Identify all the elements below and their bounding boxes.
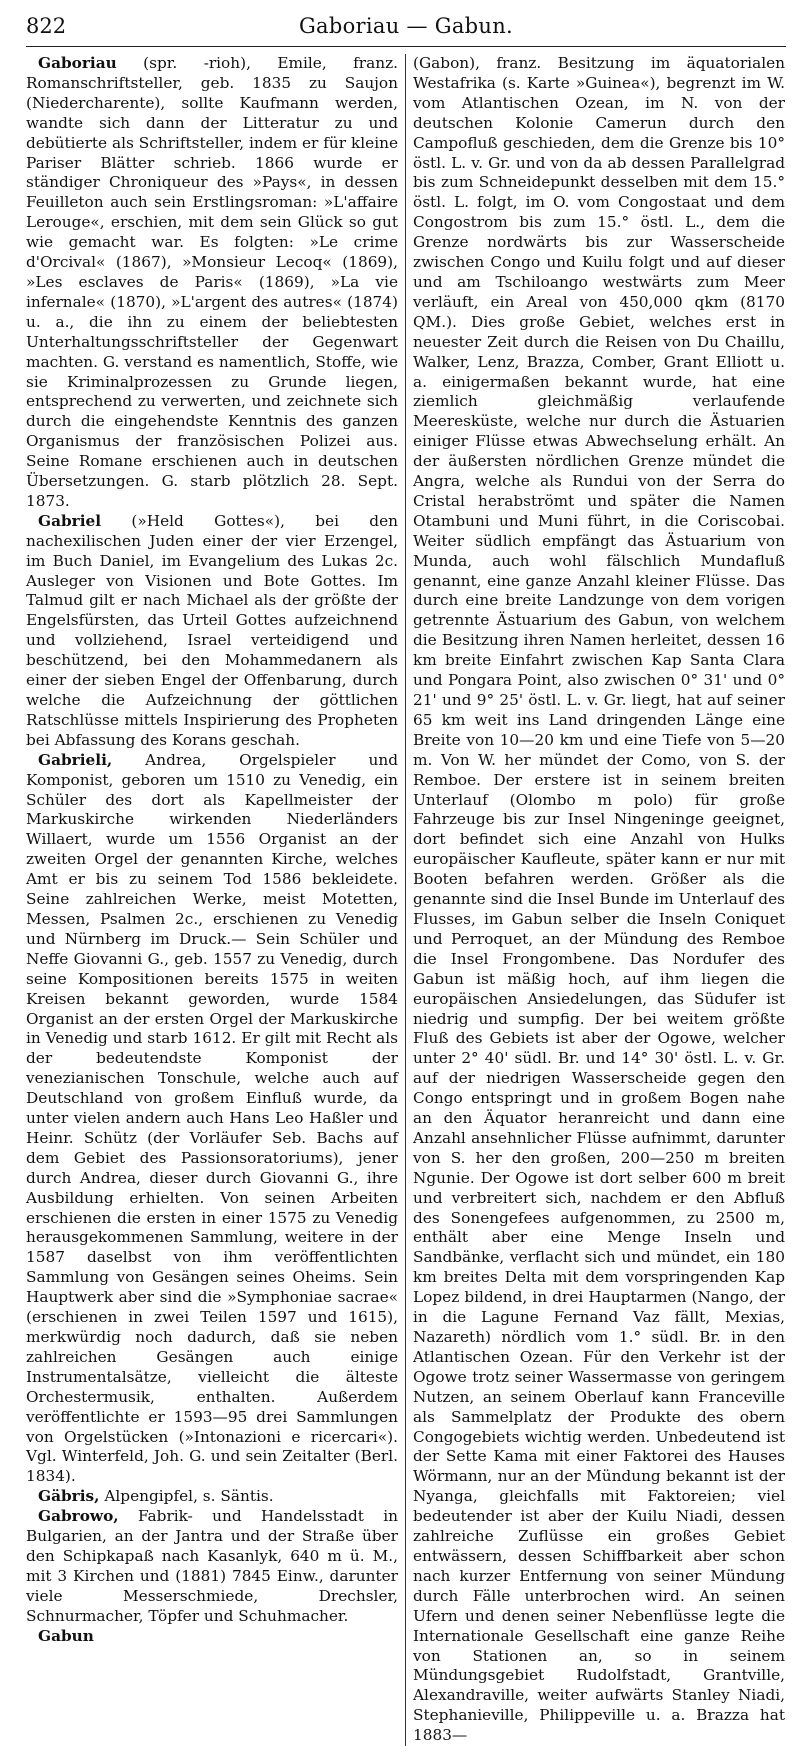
headword: Gäbris, bbox=[38, 1487, 100, 1506]
headword: Gaboriau bbox=[38, 54, 117, 72]
entry-gaebris bbox=[26, 1487, 398, 1507]
headword: Gabun bbox=[38, 1626, 94, 1645]
entry-text: Andrea, Orgelspieler und Komponist, geboren um 1510 zu Venedig, ein Schüler des dort als Kapellmeister der Markuskirche wirkenden Niederländers Willaert, wurde um 1556 Organist an der zweiten Orgel der genannten Kirche, welches Amt er bis zu seinem Tod 1586 bekleidete. Seine zahlreichen Werke, meist Motetten, Messen, Psalmen 2c., erschienen zu Venedig und Nürnberg im Druck.— Sein Schüler und Neffe Giovanni G., geb. 1557 zu Venedig, durch seine Kompositionen bereits 1575 in weiten Kreisen bekannt geworden, wurde 1584 Organist an der ersten Orgel der Markuskirche in Venedig und starb 1612. Er gilt mit Recht als der bedeutendste Komponist der venezianischen Tonschule, welche auch auf Deutschland von großem Einfluß wurde, da unter vielen andern auch Hans Leo Haßler und Heinr. Schütz (der Vorläufer Seb. Bachs auf dem Gebiet des Passionsoratoriums), jener durch Andrea, dieser durch Giovanni G., ihre Ausbildung erhielten. Von seinen Arbeiten erschienen die ersten in einer 1575 zu Venedig herausgekommenen Sammlung, weitere in der 1587 daselbst von ihm veröffentlichten Sammlung von Gesängen seines Oheims. Sein Hauptwerk aber sind die »Symphoniae sacrae« (erschienen in zwei Teilen 1597 und 1615), merkwürdig noch dadurch, daß sie neben zahlreichen Gesängen auch einige Instrumentalsätze, vielleicht die älteste Orchestermusik, enthalten. Außerdem veröffentlichte er 1593—95 drei Sammlungen von Orgelstücken (»Intonazioni e ricercari«). Vgl. Winterfeld, Joh. G. und sein Zeitalter (Berl. 1834). bbox=[26, 750, 398, 1486]
running-head: Gaboriau — Gabun. bbox=[298, 14, 514, 38]
headword: Gabrowo, bbox=[38, 1507, 119, 1526]
entry-gabun bbox=[26, 1627, 398, 1647]
entry-text: Alpengipfel, s. Säntis. bbox=[99, 1487, 274, 1506]
entry-gabun-continued bbox=[413, 54, 785, 1746]
entry-text: (spr. -rioh), Emile, franz. Romanschriftsteller, geb. 1835 zu Saujon (Niedercharente), sollte Kaufmann werden, wandte sich dann der Litteratur zu und debütierte als Schriftsteller, indem er für kleine Pariser Blätter schrieb. 1866 wurde er ständiger Chroniqueur des »Pays«, in dessen Feuilleton auch sein Erstlingsroman: »L'affaire Lerouge«, erschien, mit dem sein Glück so gut wie gemacht war. Es folgten: »Le crime d'Orcival« (1867), »Monsieur Lecoq« (1869), »Les esclaves de Paris« (1869), »La vie infernale« (1870), »L'argent des autres« (1874) u. a., die ihn zu einem der beliebtesten Unterhaltungsschriftsteller der Gegenwart machten. G. verstand es namentlich, Stoffe, wie sie Kriminalprozessen zu Grunde liegen, entsprechend zu verwerten, und zeichnete sich durch die eingehendste Kenntnis des ganzen Organismus der französischen Polizei aus. Seine Romane erschienen auch in deutschen Übersetzungen. G. starb plötzlich 28. Sept. 1873. bbox=[26, 54, 398, 510]
entry-text: (»Held Gottes«), bei den nachexilischen Juden einer der vier Erzengel, im Buch Daniel, im Evangelium des Lukas 2c. Ausleger von Visionen und Bote Gottes. Im Talmud gilt er nach Michael als der größte der Engelsfürsten, das Urteil Gottes aufzeichnend und vollziehend, Israel verteidigend und beschützend, bei den Mohammedanern als einer der sieben Engel der Offenbarung, durch welche die Aufzeichnung der göttlichen Ratschlüsse mittels Inspirierung des Propheten bei Abfassung des Korans geschah. bbox=[26, 511, 398, 749]
page-number: 822 bbox=[26, 14, 67, 38]
right-column bbox=[406, 54, 785, 1746]
headword: Gabrieli, bbox=[38, 750, 113, 769]
entry-gabrieli bbox=[26, 751, 398, 1488]
entry-gabriel bbox=[26, 512, 398, 751]
left-column bbox=[26, 54, 405, 1746]
two-column-body bbox=[26, 54, 786, 1746]
entry-text: Fabrik- und Handelsstadt in Bulgarien, an der Jantra und der Straße über den Schipkapaß nach Kasanlyk, 640 m ü. M., mit 3 Kirchen und (1881) 7845 Einw., darunter viele Messerschmiede, Drechsler, Schnurmacher, Töpfer und Schuhmacher. bbox=[26, 1507, 398, 1625]
entry-gaboriau bbox=[26, 54, 398, 512]
entry-text-part-2: (Gabon), franz. Besitzung im äquatorialen Westafrika (s. Karte »Guinea«), begrenzt im W. vom Atlantischen Ozean, im N. von der deutschen Kolonie Camerun durch den Campofluß geschieden, dem die Grenze bis 10° östl. L. v. Gr. und von da ab dessen Parallelgrad bis zum Schneidepunkt desselben mit dem 15.° östl. L. folgt, im O. vom Congostaat und dem Congostrom bis zum 15.° östl. L., dem die Grenze nordwärts bis zur Wasserscheide zwischen Congo und Kuilu folgt und auf dieser und am Tschiloango westwärts zum Meer verläuft, ein Areal von 450,000 qkm (8170 QM.). Dies große Gebiet, welches erst in neuester Zeit durch die Reisen von Du Chaillu, Walker, Lenz, Brazza, Comber, Grant Elliott u. a. einigermaßen bekannt wurde, hat eine ziemlich gleichmäßig verlaufende Meeresküste, welche nur durch die Ästuarien einiger Flüsse etwas Abwechselung erhält. An der äußersten nördlichen Grenze mündet die Angra, welche als Rundui von der Serra do Cristal herabströmt und später die Namen Otambuni und Muni führt, in die Coriscobai. Weiter südlich empfängt das Ästuarium von Munda, auch wohl fälschlich Mundafluß genannt, eine ganze Anzahl kleiner Flüsse. Das durch eine breite Landzunge von dem vorigen getrennte Ästuarium des Gabun, von welchem die Besitzung ihren Namen herleitet, dessen 16 km breite Einfahrt zwischen Kap Santa Clara und Pongara Point, also zwischen 0° 31' und 0° 21' und 9° 25' östl. L. v. Gr. liegt, hat auf seiner 65 km weit ins Land dringenden Länge eine Breite von 10—20 km und eine Tiefe von 5—20 m. Von W. her mündet der Como, von S. der Remboe. Der erstere ist in seinem breiten Unterlauf (Olombo m polo) für große Fahrzeuge bis zur Insel Ningeninge geeignet, dort befindet sich eine Anzahl von Hulks europäischer Kaufleute, später kann er nur mit Booten befahren werden. Größer als die genannte sind die Insel Bunde im Unterlauf des Flusses, im Gabun selber die Inseln Coniquet und Perroquet, an der Mündung des Remboe die Insel Frongombene. Das Nordufer des Gabun ist mäßig hoch, auf ihm liegen die europäischen Ansiedelungen, das Südufer ist niedrig und sumpfig. Der bei weitem größte Fluß des Gebiets ist aber der Ogowe, welcher unter 2° 40' südl. Br. und 14° 30' östl. L. v. Gr. auf der niedrigen Wasserscheide gegen den Congo entspringt und in großem Bogen nahe an den Äquator heranreicht und dann eine Anzahl ansehnlicher Flüsse aufnimmt, darunter von S. her den großen, 200—250 m breiten Ngunie. Der Ogowe ist dort selber 600 m breit und verbreitert sich, nachdem er den Abfluß des Sonengefees aufgenommen, zu 2500 m, enthält aber eine Menge Inseln und Sandbänke, verflacht sich und mündet, ein 180 km breites Delta mit dem vorspringenden Kap Lopez bildend, in drei Hauptarmen (Nango, der in die Lagune Fernand Vaz fällt, Mexias, Nazareth) nördlich vom 1.° südl. Br. in den Atlantischen Ozean. Für den Verkehr ist der Ogowe trotz seiner Wassermasse von geringem Nutzen, an seinem Oberlauf kann Franceville als Sammelplatz der Produkte des obern Congogebiets wichtig werden. Unbedeutend ist der Sette Kama mit einer Faktorei des Hauses Wörmann, nur an der Mündung bekannt ist der Nyanga, gleichfalls mit Faktoreien; viel bedeutender ist aber der Kuilu Niadi, dessen zahlreiche Zuflüsse ein großes Gebiet entwässern, dessen Schiffbarkeit aber schon nach kurzer Entfernung von seiner Mündung durch Fälle unterbrochen wird. An seinen Ufern und denen seiner Nebenflüsse legte die Internationale Gesellschaft eine ganze Reihe von Stationen an, so in seinem Mündungsgebiet Rudolfstadt, Grantville, Alexandraville, weiter aufwärts Stanley Niadi, Stephanieville, Philippeville u. a. Brazza hat 1883— bbox=[413, 54, 785, 1745]
page-header bbox=[26, 10, 786, 47]
entry-gabrowo bbox=[26, 1507, 398, 1626]
headword: Gabriel bbox=[38, 511, 102, 530]
